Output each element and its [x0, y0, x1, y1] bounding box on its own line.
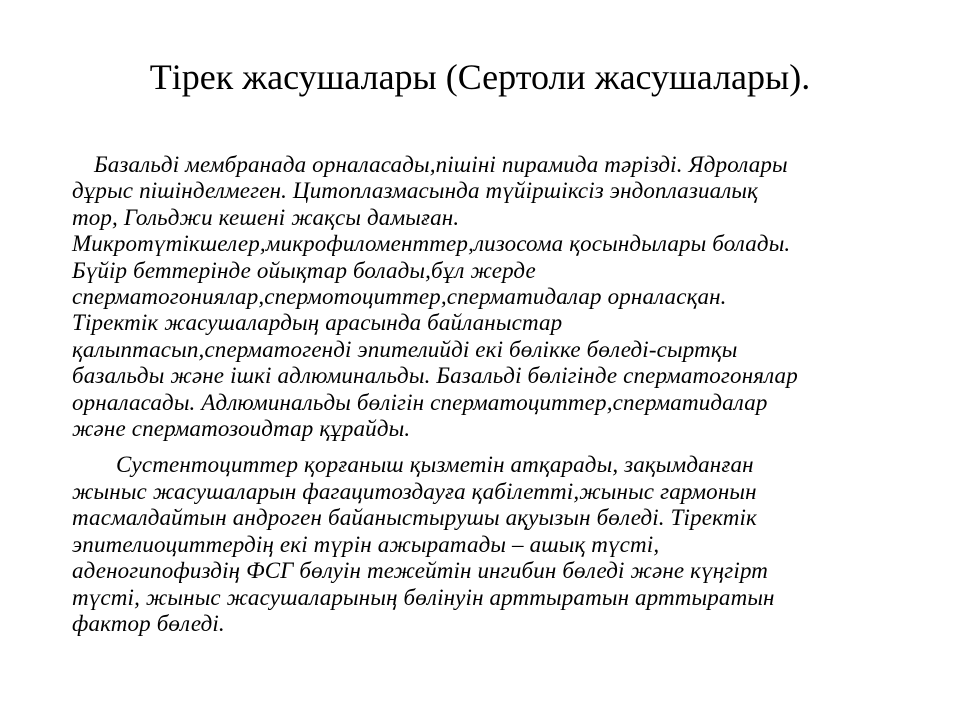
text-line: сперматогониялар,спермотоциттер,сперматидалар орналасқан.: [72, 284, 727, 310]
text-line: Тіректік жасушалардың арасында байланыстар: [72, 310, 563, 336]
text-line: эпителиоциттердің екі түрін ажыратады – ашық түсті,: [72, 531, 660, 557]
text-line: аденогипофиздің ФСГ бөлуін тежейтін ингибин бөледі және күңгірт: [72, 558, 769, 584]
text-line: Микротүтікшелер,микрофиломенттер,лизосома қосындылары болады.: [72, 231, 791, 257]
text-line: жыныс жасушаларын фагацитоздауға қабілетті,жыныс гармонын: [72, 478, 757, 504]
paragraph-1: [72, 152, 902, 442]
text-line: Базальді мембранада орналасады,пішіні пирамида тәрізді. Ядролары: [94, 152, 788, 177]
text-line: орналасады. Адлюминальды бөлігін сперматоциттер,сперматидалар: [72, 389, 768, 415]
text-line: түсті, жыныс жасушаларының бөлінуін арттыратын арттыратын: [72, 584, 775, 610]
text-line: тор, Гольджи кешені жақсы дамыған.: [72, 204, 460, 230]
slide-body: [72, 152, 902, 637]
text-line: тасмалдайтын андроген байаныстырушы ақуызын бөледі. Тіректік: [72, 505, 757, 531]
text-line: базальды және ішкі адлюминальды. Базальді бөлігінде сперматогонялар: [72, 363, 798, 389]
text-line: қалыптасып,сперматогенді эпителийді екі бөлікке бөледі-сыртқы: [72, 336, 738, 362]
slide-title: Тірек жасушалары (Сертоли жасушалары).: [149, 57, 811, 97]
text-line: және сперматозоидтар құрайды.: [72, 416, 411, 442]
text-line: фактор бөледі.: [72, 610, 225, 636]
text-line: дұрыс пішінделмеген. Цитоплазмасында түйіршіксіз эндоплазиалық: [72, 178, 759, 204]
text-line: Бүйір беттерінде ойықтар болады,бұл жерде: [72, 257, 536, 283]
paragraph-2: [72, 452, 902, 637]
text-line: Сустентоциттер қорғаныш қызметін атқарады, зақымданған: [116, 452, 754, 478]
